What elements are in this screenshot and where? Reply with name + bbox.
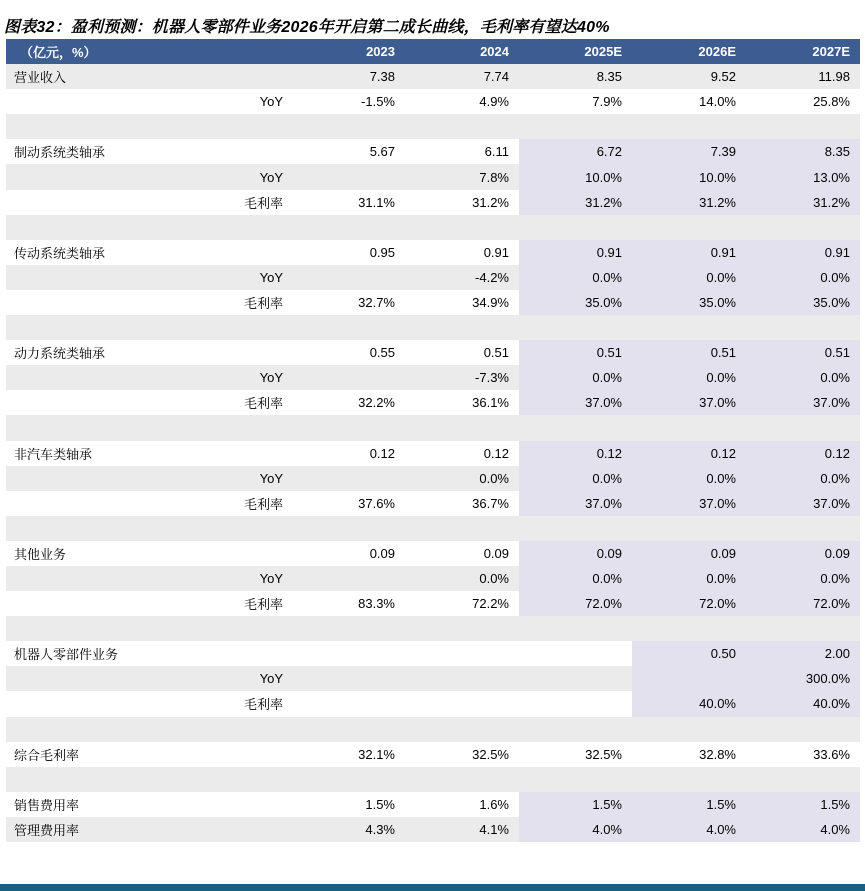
table-row [6,265,860,290]
row-label [6,215,291,240]
table-cell: 32.5% [405,742,519,767]
table-cell [291,466,405,491]
table-cell: 14.0% [632,89,746,114]
table-cell: 34.9% [405,290,519,315]
table-cell: 31.1% [291,190,405,215]
table-row [6,742,860,767]
table-cell: 0.0% [519,265,632,290]
table-cell: 4.0% [632,817,746,842]
table-cell [746,215,860,240]
table-cell: 0.51 [405,340,519,365]
table-row [6,616,860,641]
table-row [6,441,860,466]
table-cell [519,666,632,691]
table-cell: 7.39 [632,139,746,164]
table-cell: 0.09 [519,541,632,566]
table-cell [519,641,632,666]
table-cell: 0.0% [519,566,632,591]
table-row [6,290,860,315]
table-cell [632,114,746,139]
table-cell: 0.0% [405,466,519,491]
table-cell [291,666,405,691]
table-row [6,491,860,516]
forecast-table [6,39,860,842]
table-cell: 0.12 [405,441,519,466]
row-label: 制动系统类轴承 [6,139,291,164]
table-cell: 0.0% [632,365,746,390]
table-cell [405,415,519,440]
table-cell [291,691,405,716]
table-cell: 32.1% [291,742,405,767]
table-cell: 11.98 [746,64,860,89]
table-cell: 0.91 [405,240,519,265]
table-cell: 37.0% [519,491,632,516]
table-row [6,240,860,265]
row-label: YoY [6,466,291,491]
table-row [6,190,860,215]
table-cell: 8.35 [519,64,632,89]
table-row [6,114,860,139]
row-label: YoY [6,365,291,390]
table-cell: 1.6% [405,792,519,817]
table-row [6,365,860,390]
table-cell: 35.0% [632,290,746,315]
table-cell: 35.0% [746,290,860,315]
table-cell: 32.5% [519,742,632,767]
table-cell: 0.0% [746,265,860,290]
table-cell [746,717,860,742]
table-cell: 6.11 [405,139,519,164]
table-cell [632,516,746,541]
table-row [6,315,860,340]
table-cell [291,215,405,240]
row-label: 综合毛利率 [6,742,291,767]
row-label [6,114,291,139]
table-cell: 1.5% [291,792,405,817]
table-cell [291,365,405,390]
table-cell [746,616,860,641]
table-cell [291,415,405,440]
table-cell [746,415,860,440]
row-label: 传动系统类轴承 [6,240,291,265]
row-label [6,717,291,742]
table-row [6,340,860,365]
table-cell: 0.0% [746,566,860,591]
table-cell [405,315,519,340]
table-row [6,541,860,566]
table-cell: 0.51 [519,340,632,365]
table-cell: 72.0% [519,591,632,616]
table-cell: 33.6% [746,742,860,767]
table-cell: 9.52 [632,64,746,89]
table-cell [519,415,632,440]
table-cell: 0.0% [746,466,860,491]
year-header: 2024 [405,39,519,64]
table-cell [632,315,746,340]
row-label: 毛利率 [6,491,291,516]
table-row [6,516,860,541]
table-cell: 0.51 [746,340,860,365]
table-cell [291,616,405,641]
table-cell: 72.0% [632,591,746,616]
year-header: 2026E [632,39,746,64]
row-label [6,516,291,541]
table-row [6,566,860,591]
table-cell: 72.0% [746,591,860,616]
table-row [6,215,860,240]
table-cell: 0.91 [746,240,860,265]
year-header: 2025E [519,39,632,64]
table-cell: 10.0% [519,164,632,189]
table-cell [405,516,519,541]
table-cell [291,516,405,541]
table-cell [632,767,746,792]
row-label [6,415,291,440]
table-row [6,390,860,415]
table-row [6,415,860,440]
table-row [6,64,860,89]
table-cell: 0.09 [746,541,860,566]
table-cell: 0.12 [519,441,632,466]
table-cell: 7.8% [405,164,519,189]
table-row [6,139,860,164]
table-cell [632,717,746,742]
table-cell: 4.0% [519,817,632,842]
table-row [6,666,860,691]
row-label: 毛利率 [6,390,291,415]
table-cell: 0.0% [632,566,746,591]
table-cell [405,114,519,139]
table-cell [405,666,519,691]
table-cell: 0.0% [519,365,632,390]
table-cell: 37.0% [632,390,746,415]
table-cell: 0.09 [632,541,746,566]
table-row [6,717,860,742]
table-cell: 0.91 [519,240,632,265]
table-cell [405,717,519,742]
table-cell: -7.3% [405,365,519,390]
row-label: YoY [6,164,291,189]
row-label: 销售费用率 [6,792,291,817]
table-cell: 0.0% [632,466,746,491]
row-label [6,616,291,641]
table-cell [405,215,519,240]
table-cell: 4.9% [405,89,519,114]
table-cell: 32.2% [291,390,405,415]
table-cell: 13.0% [746,164,860,189]
table-cell [519,516,632,541]
row-label: 机器人零部件业务 [6,641,291,666]
table-cell: 0.55 [291,340,405,365]
table-cell: 32.8% [632,742,746,767]
table-cell [291,114,405,139]
table-cell [632,415,746,440]
table-cell [291,767,405,792]
table-cell: 4.1% [405,817,519,842]
row-label: 毛利率 [6,691,291,716]
table-cell: 36.7% [405,491,519,516]
row-label: YoY [6,666,291,691]
table-cell: 7.38 [291,64,405,89]
table-cell: 40.0% [632,691,746,716]
header-row [6,39,860,64]
table-cell: 2.00 [746,641,860,666]
table-cell: 31.2% [405,190,519,215]
table-cell [519,114,632,139]
table-cell: 0.12 [291,441,405,466]
table-cell: 0.12 [632,441,746,466]
table-cell [291,566,405,591]
table-cell [405,691,519,716]
row-label: 非汽车类轴承 [6,441,291,466]
table-cell: 0.50 [632,641,746,666]
row-label: 毛利率 [6,591,291,616]
table-cell [746,516,860,541]
table-cell [746,114,860,139]
table-cell: 0.09 [291,541,405,566]
table-row [6,89,860,114]
unit-header: （亿元，%） [6,39,291,64]
row-label: YoY [6,89,291,114]
row-label: 管理费用率 [6,817,291,842]
table-cell [405,767,519,792]
table-cell: 1.5% [746,792,860,817]
table-cell [632,215,746,240]
table-cell [519,767,632,792]
table-cell: 0.0% [746,365,860,390]
table-cell: 0.51 [632,340,746,365]
table-row [6,591,860,616]
table-cell [632,616,746,641]
table-cell [291,717,405,742]
table-cell: 0.09 [405,541,519,566]
table-cell [746,767,860,792]
table-cell: 37.0% [746,491,860,516]
table-cell: 31.2% [519,190,632,215]
table-cell [632,666,746,691]
row-label: 动力系统类轴承 [6,340,291,365]
table-row [6,767,860,792]
table-cell: 8.35 [746,139,860,164]
footer-bar [0,884,865,891]
table-cell: 4.0% [746,817,860,842]
table-cell [291,315,405,340]
table-cell: -1.5% [291,89,405,114]
row-label: 其他业务 [6,541,291,566]
table-cell [519,215,632,240]
table-cell: 300.0% [746,666,860,691]
table-cell: 4.3% [291,817,405,842]
table-cell: 72.2% [405,591,519,616]
row-label: 毛利率 [6,190,291,215]
table-cell: 7.74 [405,64,519,89]
table-cell: -4.2% [405,265,519,290]
table-cell: 10.0% [632,164,746,189]
figure-title: 图表32：盈利预测：机器人零部件业务2026年开启第二成长曲线，毛利率有望达40% [4,19,610,36]
table-cell: 31.2% [632,190,746,215]
table-row [6,691,860,716]
table-cell: 36.1% [405,390,519,415]
table-cell: 37.0% [632,491,746,516]
table-cell [519,315,632,340]
row-label [6,767,291,792]
table-cell [746,315,860,340]
table-cell [291,265,405,290]
table-cell: 40.0% [746,691,860,716]
table-cell: 6.72 [519,139,632,164]
table-row [6,817,860,842]
table-row [6,466,860,491]
table-cell [519,691,632,716]
table-cell: 0.0% [405,566,519,591]
table-cell: 0.95 [291,240,405,265]
year-header: 2027E [746,39,860,64]
table-cell: 1.5% [632,792,746,817]
table-body [6,64,860,842]
table-cell [519,717,632,742]
table-cell: 37.0% [746,390,860,415]
table-cell: 0.12 [746,441,860,466]
table-cell: 0.0% [519,466,632,491]
table-cell: 0.0% [632,265,746,290]
row-label: YoY [6,566,291,591]
table-cell: 37.6% [291,491,405,516]
year-header: 2023 [291,39,405,64]
table-row [6,164,860,189]
table-cell [519,616,632,641]
row-label [6,315,291,340]
table-cell: 7.9% [519,89,632,114]
table-cell: 5.67 [291,139,405,164]
table-cell: 37.0% [519,390,632,415]
table-cell [405,641,519,666]
table-cell [291,641,405,666]
table-cell: 32.7% [291,290,405,315]
row-label: 毛利率 [6,290,291,315]
table-cell: 1.5% [519,792,632,817]
table-row [6,792,860,817]
row-label: 营业收入 [6,64,291,89]
table-cell: 0.91 [632,240,746,265]
row-label: YoY [6,265,291,290]
table-cell: 25.8% [746,89,860,114]
table-cell: 83.3% [291,591,405,616]
table-cell: 35.0% [519,290,632,315]
table-row [6,641,860,666]
table-cell [291,164,405,189]
table-cell: 31.2% [746,190,860,215]
table-cell [405,616,519,641]
